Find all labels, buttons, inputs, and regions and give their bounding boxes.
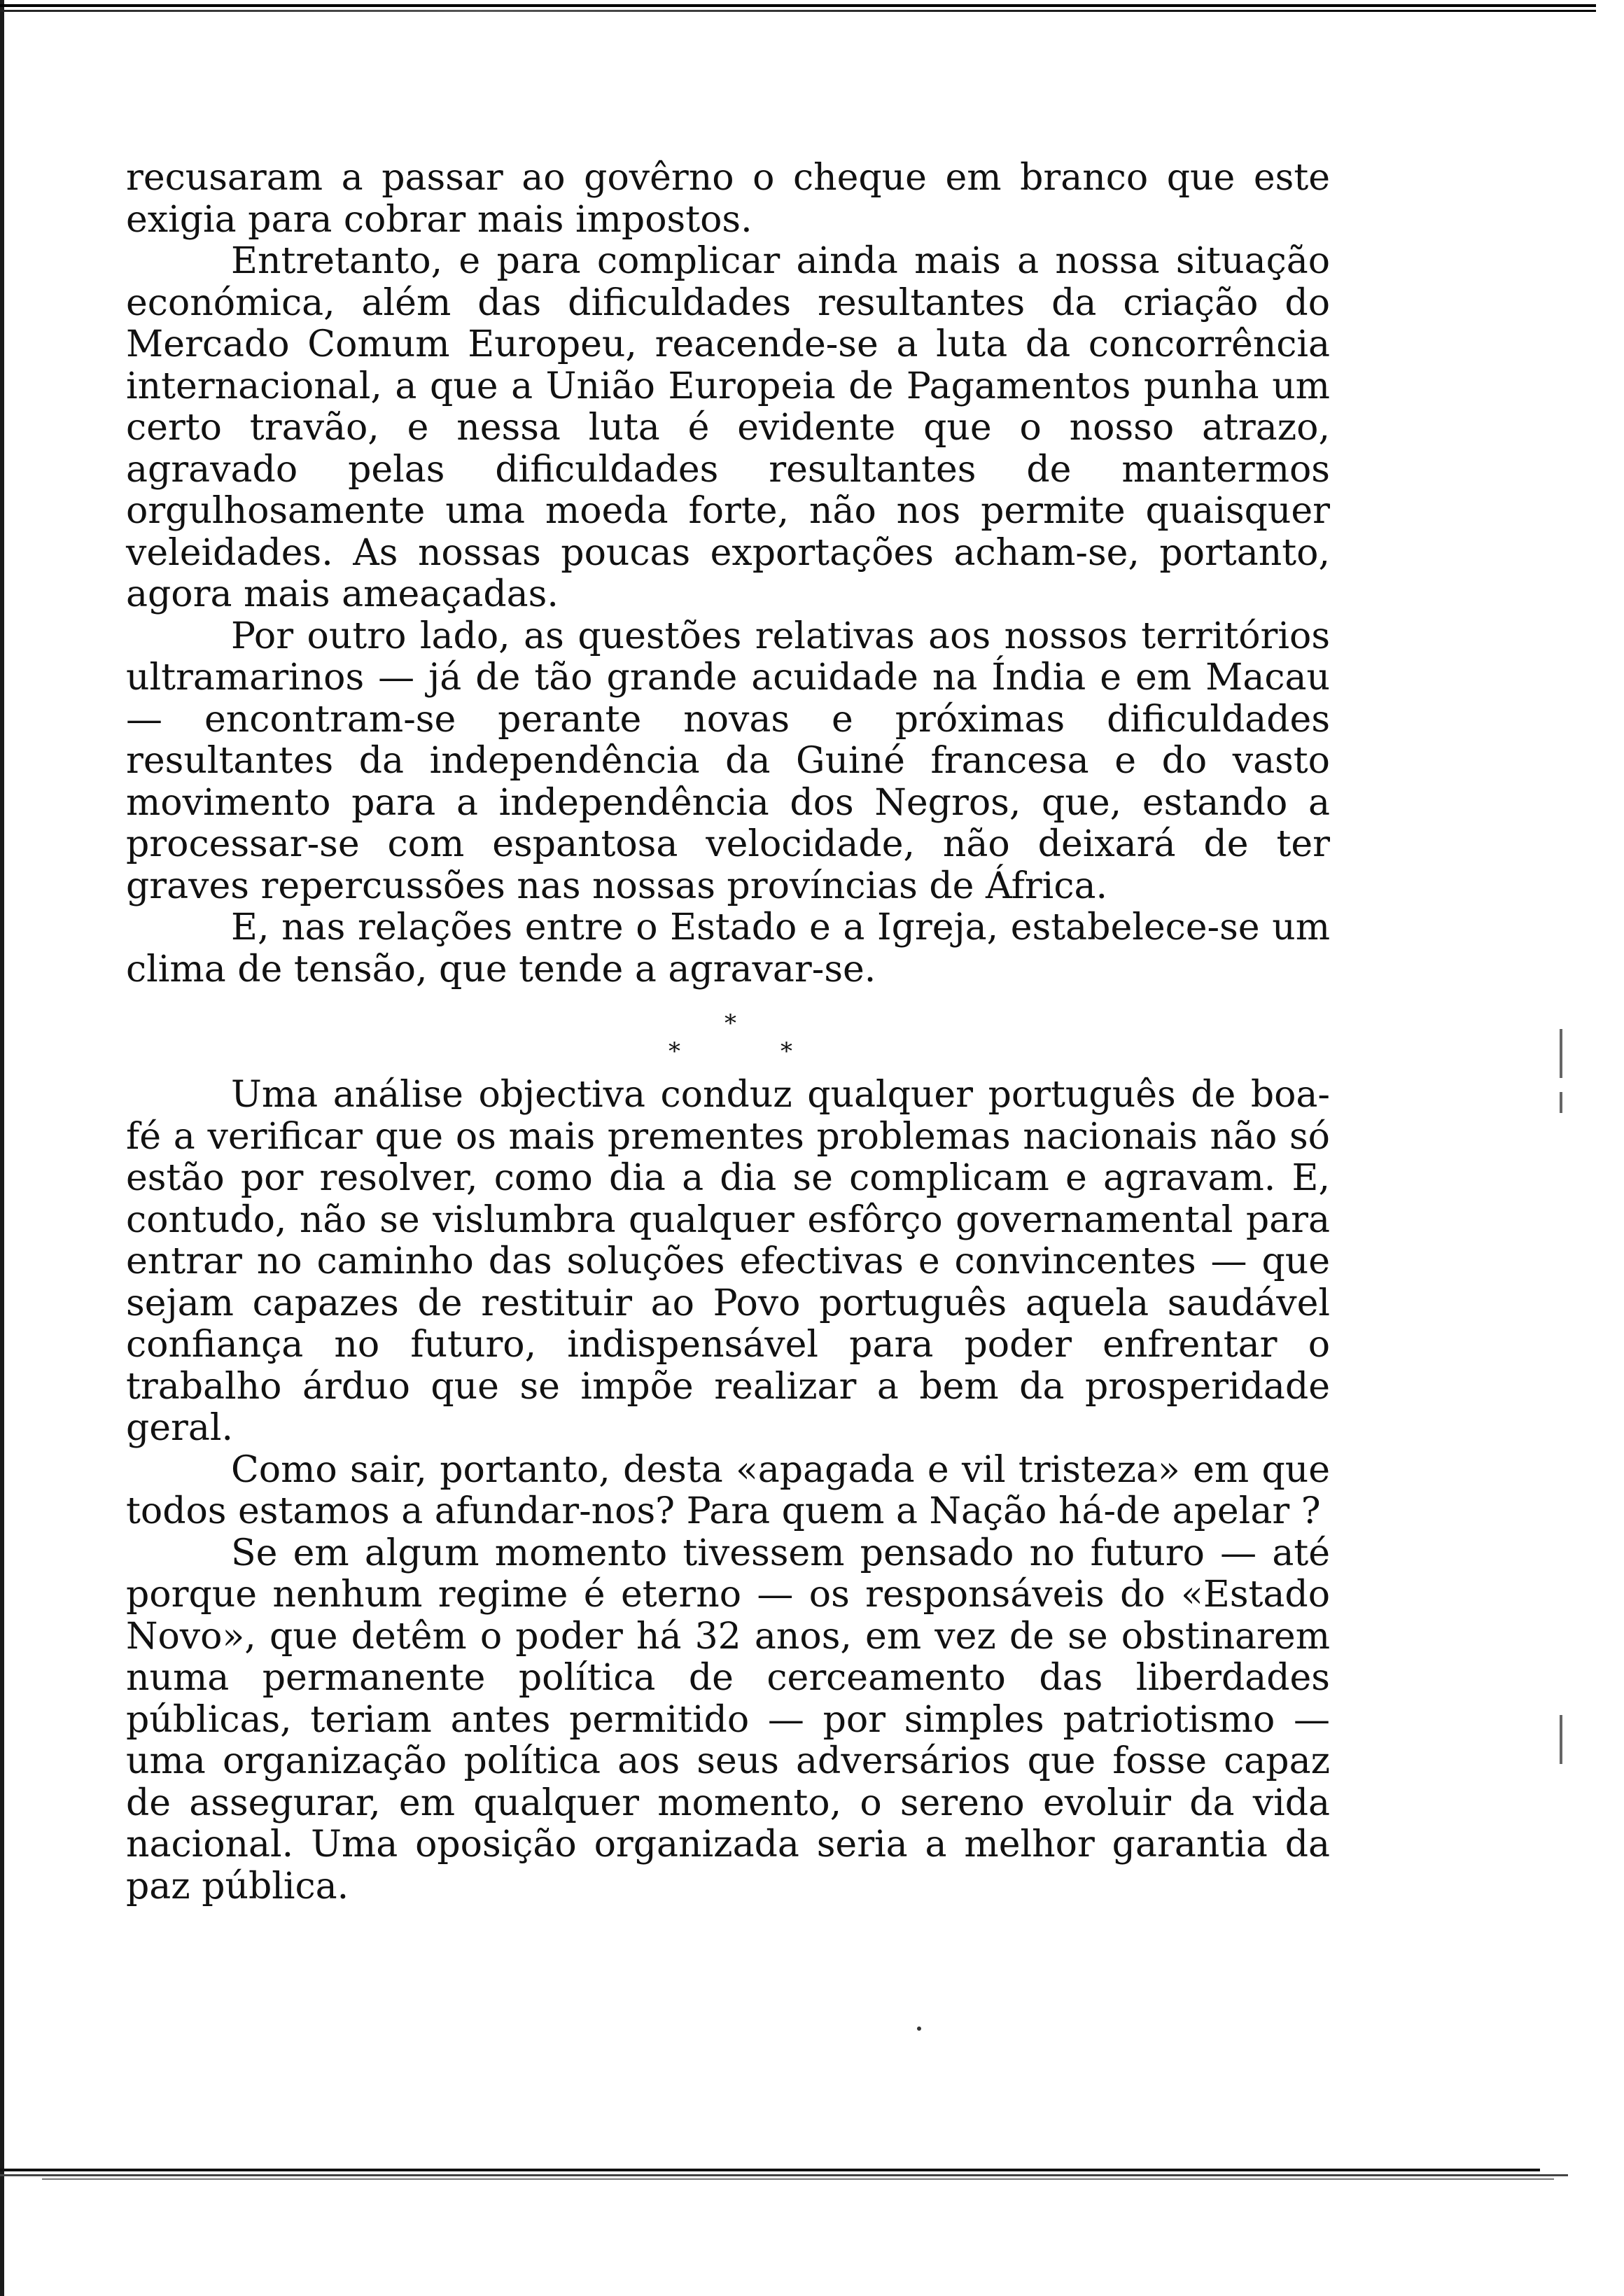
page-text [126, 158, 1330, 1907]
paragraph: Entretanto, e para complicar ainda mais a nossa situação económica, além das dificuldades resultantes da criação do Mercado Comum Europeu, reacende-se a luta da concorrência internacional, a que a União Europeia de Pagamentos punha um certo travão, e nessa luta é evidente que o nosso atrazo, agravado pelas dificuldades resultantes de mantermos orgulhosamente uma moeda forte, não nos permite quaisquer veleidades. As nossas poucas exportações acham-se, portanto, agora mais ameaçadas. [126, 240, 1330, 615]
paragraph: Se em algum momento tivessem pensado no futuro — até porque nenhum regime é eterno — os responsáveis do «Estado Novo», que detêm o poder há 32 anos, em vez de se obstinarem numa permanente política de cerceamento das liberdades públicas, teriam antes permitido — por simples patriotismo — uma organização política aos seus adversários que fosse capaz de assegurar, em qualquer momento, o sereno evoluir da vida nacional. Uma oposição organizada seria a melhor garantia da paz pública. [126, 1532, 1330, 1907]
asterisk: * [668, 1037, 680, 1065]
scan-mark [1560, 1092, 1562, 1113]
paragraph: Como sair, portanto, desta «apagada e vil tristeza» em que todos estamos a afundar-nos? Para quem a Nação há-de apelar ? [126, 1448, 1330, 1532]
paragraph: recusaram a passar ao govêrno o cheque em branco que este exigia para cobrar mais impostos. [126, 157, 1330, 241]
paragraph: Uma análise objectiva conduz qualquer português de boa-fé a verificar que os mais prementes problemas nacionais não só estão por resolver, como dia a dia se complicam e agravam. E, contudo, não se vislumbra qualquer esfôrço governamental para entrar no caminho das soluções efectivas e convincentes — que sejam capazes de restituir ao Povo português aquela saudável confiança no futuro, indispensável para poder enfrentar o trabalho árduo que se impõe realizar a bem da prosperidade geral. [126, 1074, 1330, 1449]
scan-edge-bottom [0, 2169, 1568, 2181]
scan-mark [1560, 1029, 1562, 1078]
paragraph: E, nas relações entre o Estado e a Igreja, estabelece-se um clima de tensão, que tende a agravar-se. [126, 906, 1330, 990]
scan-edge-left [0, 0, 4, 2296]
paragraph: Por outro lado, as questões relativas aos nossos territórios ultramarinos — já de tão grande acuidade na Índia e em Macau — encontram-se perante novas e próximas dificuldades resultantes da independência da Guiné francesa e do vasto movimento para a independência dos Negros, que, estando a processar-se com espantosa velocidade, não deixará de ter graves repercussões nas nossas províncias de África. [126, 615, 1330, 907]
scan-mark [1560, 1715, 1562, 1764]
asterisk: * [780, 1037, 792, 1065]
scan-speck [917, 2026, 921, 2031]
section-break-asterism [126, 990, 1330, 1074]
scan-edge-top [0, 4, 1596, 13]
asterisk: * [724, 1009, 736, 1037]
